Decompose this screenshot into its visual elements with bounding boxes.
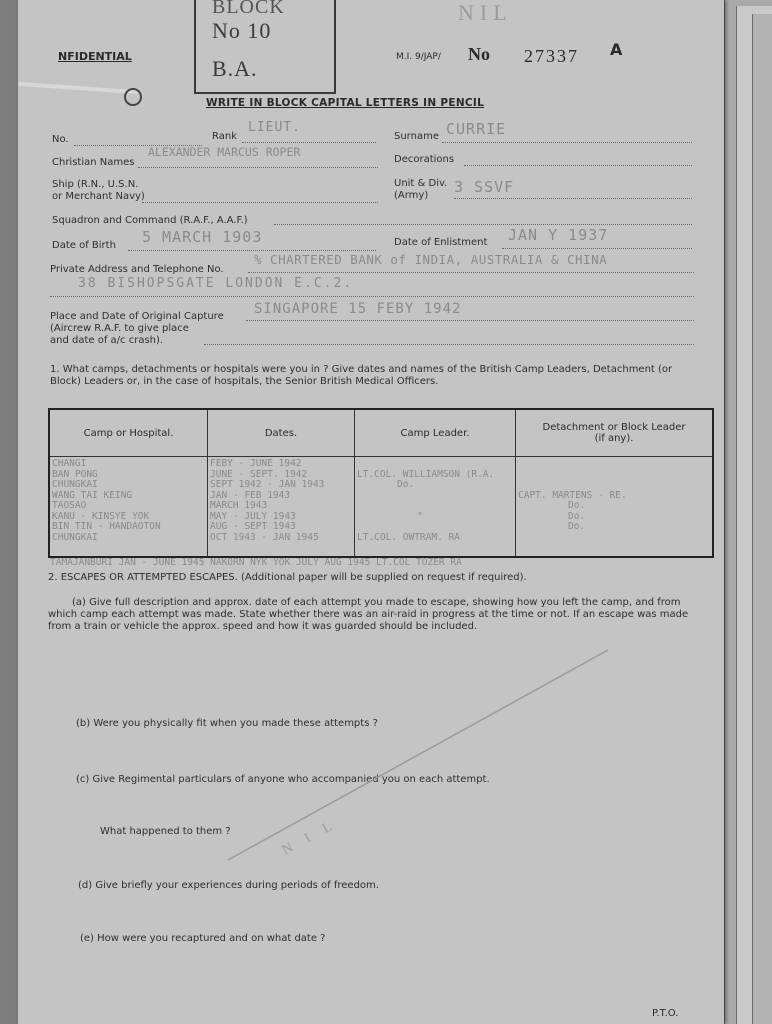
decorations-line[interactable]: [464, 165, 692, 166]
camp-leader: [357, 501, 513, 512]
nil-diagonal-mark: [218, 640, 618, 870]
nil-handwritten: N I L: [279, 816, 341, 859]
col-dates-header: Dates.: [208, 409, 355, 457]
pto-mark: P.T.O.: [652, 1008, 679, 1019]
unit-line[interactable]: [454, 198, 692, 199]
squadron-line[interactable]: [274, 224, 692, 225]
address-line1: % CHARTERED BANK of INDIA, AUSTRALIA & CHINA: [254, 252, 608, 267]
detachment-leader: [518, 470, 710, 481]
camp-leader: ": [417, 511, 423, 522]
no-label: No.: [52, 134, 69, 145]
christian-names-line[interactable]: [138, 167, 378, 168]
eyelet-ring: [124, 88, 142, 106]
camps-overflow-line: TAMAJANBURI JAN - JUNE 1945 NAKORN NYK YOK JULY AUG 1945 LT.COL TOZER RA: [50, 558, 462, 568]
camp-name: WANG TAI KEING: [52, 490, 133, 501]
surname-line[interactable]: [442, 142, 692, 143]
decorations-label: Decorations: [394, 154, 455, 165]
camp-name: TAOSAO: [52, 501, 87, 511]
block-stamp: [194, 0, 336, 94]
left-page-edge: [0, 0, 18, 1024]
camp-name: BAN PONG: [52, 469, 98, 480]
form-ref: M.I. 9/JAP/: [396, 52, 441, 62]
unit-label: Unit & Div. (Army): [394, 178, 448, 201]
question-2e: (e) How were you recaptured and on what date ?: [80, 933, 326, 944]
back-sheet: [752, 14, 772, 1024]
surname-label: Surname: [394, 131, 439, 142]
detachment-leader: [518, 480, 710, 491]
camp-date: SEPT 1942 - JAN 1943: [210, 480, 325, 490]
dob-line[interactable]: [128, 250, 376, 251]
camp-leaders-cell[interactable]: [355, 457, 516, 558]
camp-name: CHUNGKAI: [52, 480, 98, 490]
detachment-leader: [518, 459, 710, 470]
squadron-label: Squadron and Command (R.A.F., A.A.F.): [52, 215, 248, 226]
camp-date: AUG - SEPT 1943: [210, 522, 296, 532]
question-2c-followup: What happened to them ?: [100, 826, 231, 837]
unit-value: 3 SSVF: [454, 178, 515, 196]
form-suffix: A: [610, 40, 623, 59]
rank-value: LIEUT.: [248, 120, 301, 135]
capture-line[interactable]: [246, 320, 694, 321]
camp-leader: [357, 491, 513, 502]
camp-name: KANU - KINSYE YOK: [52, 511, 150, 522]
address-line2-rule[interactable]: [50, 296, 694, 297]
enlistment-value: JAN Y 1937: [508, 226, 609, 244]
camp-leader: LT.COL. OWTRAM. RA: [357, 532, 460, 543]
section1-question: 1. What camps, detachments or hospitals were you in ? Give dates and names of the British Camp Leaders, Detachment (or Block) Leaders or, in the case of hospitals, the Senior British Medical Officers.: [50, 364, 673, 387]
stamp-ba-text: B.A.: [212, 56, 258, 81]
camp-leader: [357, 459, 513, 470]
rank-line[interactable]: [242, 142, 376, 143]
address-line2: 38 BISHOPSGATE LONDON E.C.2.: [78, 276, 354, 291]
col-camp-header: Camp or Hospital.: [49, 409, 208, 457]
enlistment-label: Date of Enlistment: [394, 237, 488, 248]
camps-table: [48, 408, 714, 558]
address-label: Private Address and Telephone No.: [50, 264, 224, 275]
camp-date: OCT 1943 - JAN 1945: [210, 532, 319, 543]
rank-label: Rank: [212, 131, 237, 142]
camp-date: MAY - JULY 1943: [210, 511, 296, 522]
stamp-block-text: BLOCK: [212, 0, 285, 18]
question-2d: (d) Give briefly your experiences during periods of freedom.: [78, 880, 379, 891]
detachment-leader: Do.: [568, 511, 586, 522]
detachment-leaders-cell[interactable]: [516, 457, 714, 558]
camp-date: JUNE - SEPT. 1942: [210, 469, 308, 480]
enlistment-line[interactable]: [502, 248, 692, 249]
camp-date: MARCH 1943: [210, 501, 268, 511]
form-number: 27337: [524, 46, 579, 66]
tag-string: [18, 82, 138, 94]
number-label: No: [468, 44, 490, 64]
capture-line-2[interactable]: [204, 344, 694, 345]
nil-stamp: NIL: [458, 0, 513, 25]
dob-value: 5 MARCH 1903: [142, 228, 263, 246]
capture-label: Place and Date of Original Capture (Aircrew R.A.F. to give place and date of a/c crash).: [50, 311, 224, 346]
stamp-number-text: No 10: [212, 18, 272, 43]
ship-label: Ship (R.N., U.S.N. or Merchant Navy): [52, 179, 145, 202]
camp-name: BIN TIN - HANDAOTON: [52, 522, 161, 532]
ship-line[interactable]: [142, 202, 378, 203]
col-leader-header: Camp Leader.: [355, 409, 516, 457]
camp-name: CHANGI: [52, 459, 87, 469]
instruction-heading: WRITE IN BLOCK CAPITAL LETTERS IN PENCIL: [206, 97, 485, 109]
detachment-leader: Do.: [568, 522, 586, 532]
question-2b: (b) Were you physically fit when you made these attempts ?: [76, 718, 378, 729]
capture-value: SINGAPORE 15 FEBY 1942: [254, 301, 462, 317]
camp-leader: LT.COL. WILLIAMSON (R.A.: [357, 469, 495, 480]
camp-names-cell[interactable]: [49, 457, 208, 558]
question-2a: (a) Give full description and approx. date of each attempt you made to escape, showing how you left the camp, and from which camp each attempt was made. State whether there was an air-raid in progress at the time or not. If an escape was made from a train or vehicle the approx. speed and how it was guarded should be included.: [48, 597, 689, 632]
section2-heading: 2. ESCAPES OR ATTEMPTED ESCAPES. (Additional paper will be supplied on request if required).: [48, 572, 527, 583]
camp-name: CHUNGKAI: [52, 532, 98, 543]
camp-date: FEBY - JUNE 1942: [210, 459, 302, 469]
camp-date: JAN - FEB 1943: [210, 490, 291, 501]
form-sheet: [18, 0, 724, 1024]
address-line1-rule[interactable]: [248, 272, 694, 273]
dob-label: Date of Birth: [52, 240, 116, 251]
col-detachment-header: Detachment or Block Leader (if any).: [516, 409, 714, 457]
camp-leader: [357, 522, 513, 533]
camp-leader: Do.: [397, 480, 415, 490]
detachment-leader: Do.: [568, 501, 586, 511]
christian-names-label: Christian Names: [52, 157, 135, 168]
confidential-mark: NFIDENTIAL: [58, 50, 132, 63]
detachment-leader: CAPT. MARTENS - RE.: [518, 490, 627, 501]
question-2c: (c) Give Regimental particulars of anyone who accompanied you on each attempt.: [76, 774, 490, 785]
christian-names-value: ALEXANDER MARCUS ROPER: [148, 145, 301, 159]
surname-value: CURRIE: [446, 120, 507, 138]
camp-dates-cell[interactable]: [208, 457, 355, 558]
